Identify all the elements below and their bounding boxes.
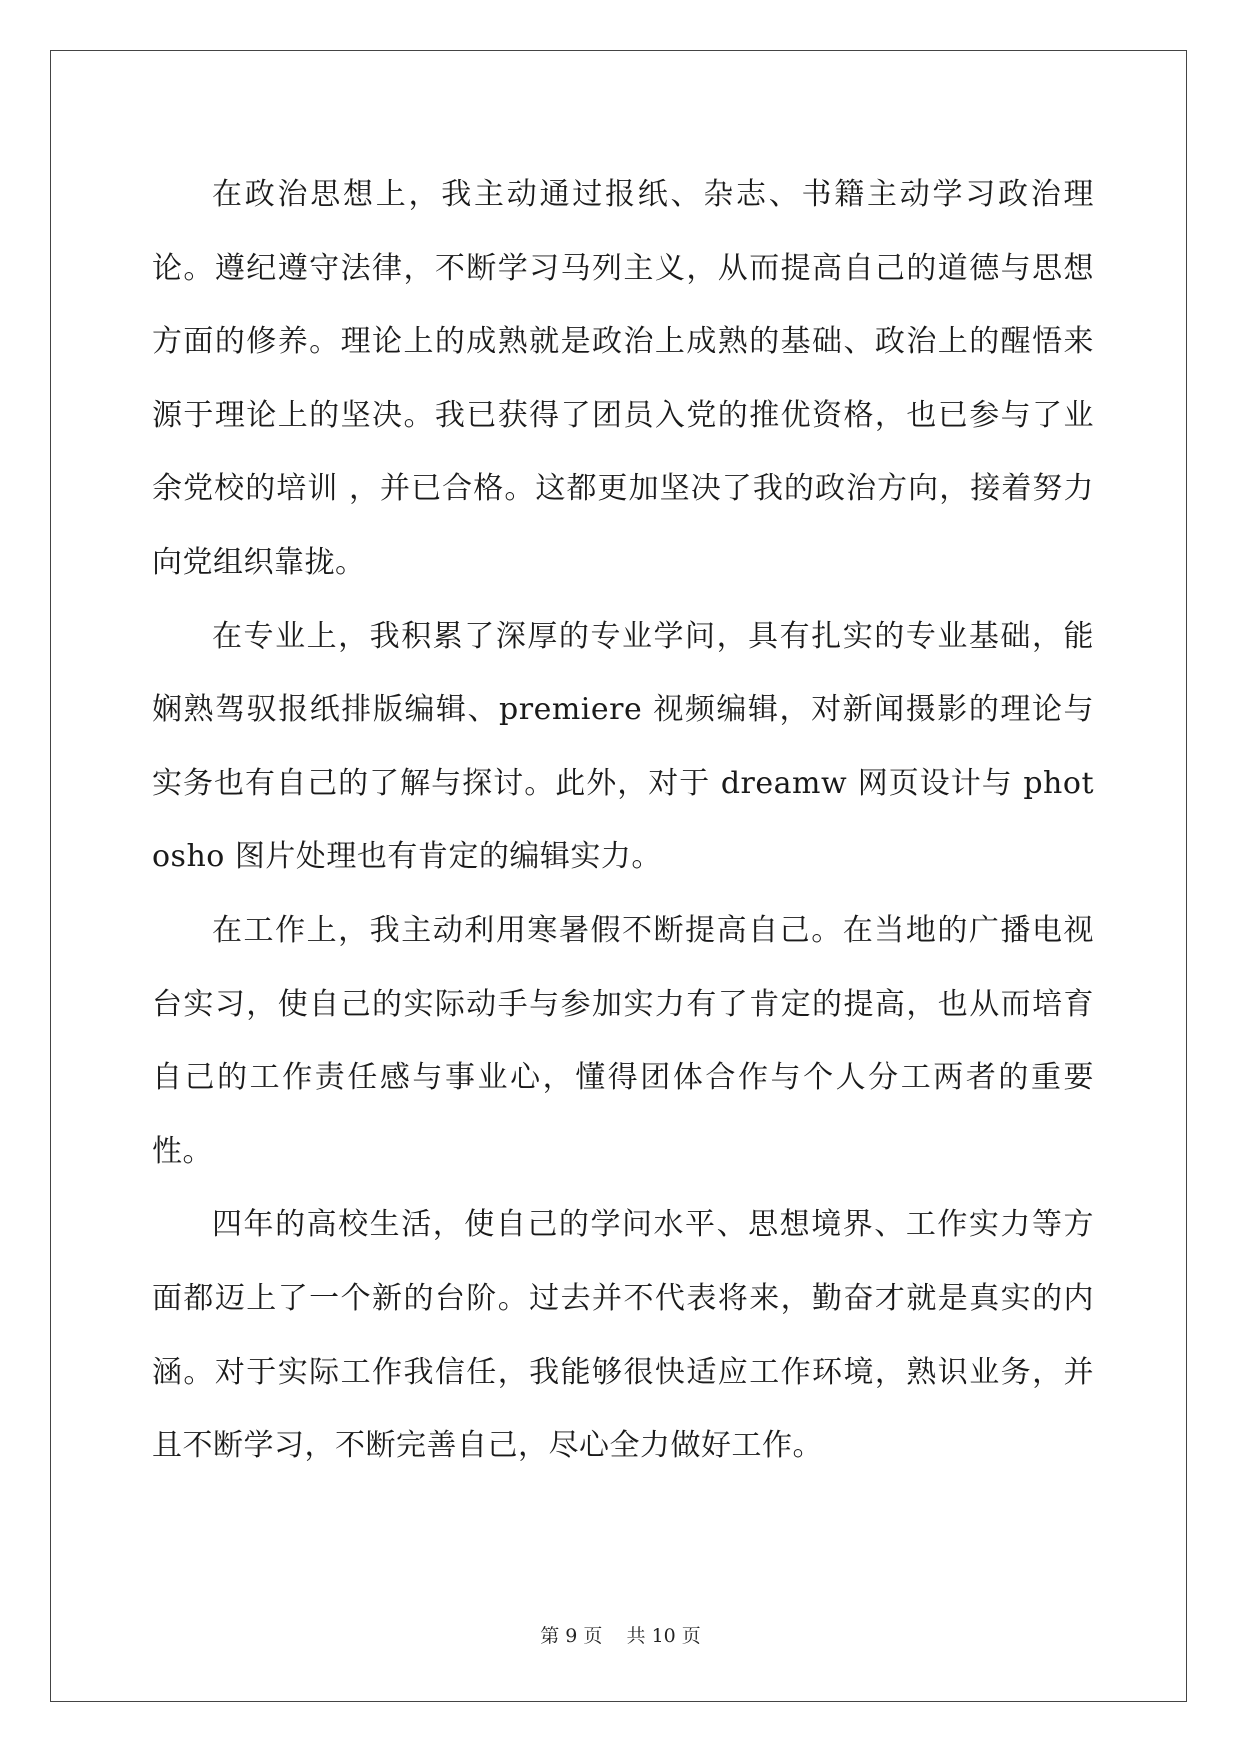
current-page-number: 第 9 页 (540, 1625, 603, 1647)
page-footer (0, 1624, 1241, 1648)
footer-spacer (602, 1625, 626, 1647)
paragraph-professional: 在专业上，我积累了深厚的专业学问，具有扎实的专业基础，能娴熟驾驭报纸排版编辑、premiere 视频编辑，对新闻摄影的理论与实务也有自己的了解与探讨。此外，对于 dreamw 网页设计与 photosho 图片处理也有肯定的编辑实力。 (152, 618, 1094, 875)
paragraph-political: 在政治思想上，我主动通过报纸、杂志、书籍主动学习政治理论。遵纪遵守法律，不断学习马列主义，从而提高自己的道德与思想方面的修养。理论上的成熟就是政治上成熟的基础、政治上的醒悟来源于理论上的坚决。我已获得了团员入党的推优资格，也已参与了业余党校的培训 ，并已合格。这都更加坚决了我的政治方向，接着努力向党组织靠拢。 (152, 177, 1094, 580)
document-body (152, 158, 1094, 1483)
total-pages: 共 10 页 (626, 1625, 701, 1647)
paragraph-work: 在工作上，我主动利用寒暑假不断提高自己。在当地的广播电视台实习，使自己的实际动手与参加实力有了肯定的提高，也从而培育自己的工作责任感与事业心，懂得团体合作与个人分工两者的重要性。 (152, 912, 1094, 1169)
paragraph-summary: 四年的高校生活，使自己的学问水平、思想境界、工作实力等方面都迈上了一个新的台阶。过去并不代表将来，勤奋才就是真实的内涵。对于实际工作我信任，我能够很快适应工作环境，熟识业务，并且不断学习，不断完善自己，尽心全力做好工作。 (152, 1207, 1094, 1464)
